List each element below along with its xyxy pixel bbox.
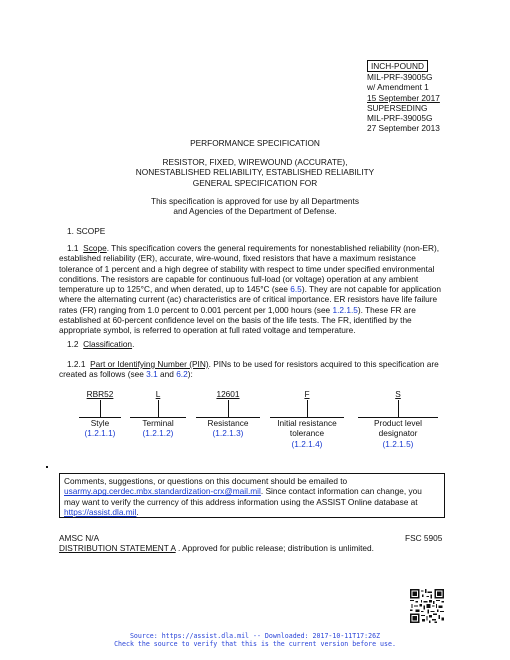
ref-1-2-1-5-link[interactable]: 1.2.1.5 [332, 304, 358, 315]
s11-line: appropriate symbol, is referred to operation at full rated voltage and temperature. [59, 325, 356, 336]
s12-title: Classification [83, 339, 133, 349]
title-line-1: RESISTOR, FIXED, WIREWOUND (ACCURATE), [162, 157, 348, 167]
s121-text: ): [187, 369, 193, 380]
approval-line-1: This specification is approved for use by all Departments [151, 196, 359, 206]
ref-1-2-1-1-link[interactable]: (1.2.1.1) [84, 428, 116, 439]
s11-line: where the alternating current (ac) characteristics are of critical importance. ER resistors have life failure [59, 294, 438, 305]
s11-line: conditions. The resistors are capable for continuous full-load (or voltage) operation at any ambient [59, 273, 419, 284]
amendment: w/ Amendment 1 [367, 82, 429, 93]
s11-line: ). These FR are [357, 304, 416, 315]
s11-line: rates (FR) ranging from 1.0 percent to 0.001 percent per 1,000 hours (see [59, 304, 333, 315]
section-1-2-1 [59, 359, 459, 380]
s11-line: established at 60-percent confidence level on the basis of the life tests. The FR, identified by the [59, 315, 412, 326]
ref-1-2-1-3-link[interactable]: (1.2.1.3) [212, 428, 244, 439]
ref-6-5-link[interactable]: 6.5 [290, 284, 302, 295]
fsc-label: FSC 5905 [405, 533, 443, 543]
pin-code-terminal: L [155, 389, 161, 399]
superseded-number: MIL-PRF-39005G [367, 113, 433, 124]
pin-connector-line [100, 400, 101, 418]
doc-header [367, 60, 440, 134]
distribution-statement [59, 543, 374, 553]
section-scope-heading: 1. SCOPE [67, 226, 106, 236]
doc-date: 15 September 2017 [367, 92, 440, 103]
change-mark [46, 466, 48, 468]
download-footer [0, 632, 510, 648]
email-link[interactable]: usarmy.apg.cerdec.mbx.standardization-crx@mail.mil [64, 486, 261, 497]
pin-code-style: RBR52 [86, 389, 114, 399]
s11-line: tolerance of 1 percent and a high degree of stability with respect to time under specified environmental [59, 263, 435, 274]
s121-title: Part or Identifying Number (PIN) [90, 359, 209, 369]
pin-connector-line [158, 400, 159, 418]
superseding-label: SUPERSEDING [367, 102, 428, 113]
ref-1-2-1-4-link[interactable]: (1.2.1.4) [291, 438, 323, 449]
s11-title: Scope [83, 243, 107, 253]
footer-source-line: Source: https://assist.dla.mil -- Downloaded: 2017-10-11T17:26Z [129, 632, 381, 640]
spec-type: PERFORMANCE SPECIFICATION [190, 138, 320, 148]
ref-3-1-link[interactable]: 3.1 [146, 369, 158, 380]
pin-connector-line [228, 400, 229, 418]
pin-label-product-level: Product level designator (1.2.1.5) [348, 418, 448, 449]
pin-code-product-level: S [395, 389, 401, 399]
s121-number: 1.2.1 [67, 359, 86, 369]
s11-line: . This specification covers the general requirements for nonestablished reliability (non-ER), [106, 243, 440, 253]
doc-number: MIL-PRF-39005G [367, 72, 433, 82]
comments-line: . [136, 506, 139, 517]
distribution-text: . Approved for public release; distribution is unlimited. [175, 543, 374, 553]
s11-line: ). They are not capable for application [301, 284, 441, 295]
pin-code-resistance: 12601 [216, 389, 240, 399]
comments-line: . Since contact information can change, you [260, 486, 422, 497]
assist-url-link[interactable]: https://assist.dla.mil [64, 506, 137, 517]
s11-line: established reliability (ER), accurate, wire-wound, fixed resistors that have a maximum resistance [59, 253, 416, 264]
ref-6-2-link[interactable]: 6.2 [176, 369, 188, 380]
spec-title [0, 157, 510, 188]
pin-label-tolerance: Initial resistance tolerance (1.2.1.4) [257, 418, 357, 449]
comments-box [59, 473, 445, 518]
ref-1-2-1-5-link[interactable]: (1.2.1.5) [382, 438, 414, 449]
comments-line: may want to verify the currency of this address information using the ASSIST Online database at [64, 496, 418, 507]
title-line-3: GENERAL SPECIFICATION FOR [192, 177, 318, 188]
superseded-date: 27 September 2013 [367, 123, 440, 134]
s121-text: and [157, 369, 177, 380]
section-1-1 [59, 243, 459, 336]
approval-statement [0, 196, 510, 217]
qr-code-icon [410, 589, 444, 623]
pin-label-resistance: Resistance (1.2.1.3) [178, 418, 278, 439]
pin-code-tolerance: F [304, 389, 310, 399]
pin-connector-line [398, 400, 399, 418]
footer-verify-line: Check the source to verify that this is the current version before use. [114, 640, 396, 648]
s121-text: created as follows (see [59, 369, 147, 380]
comments-line: Comments, suggestions, or questions on this document should be emailed to [64, 476, 348, 486]
s121-text: . PINs to be used for resistors acquired to this specification are [208, 359, 439, 369]
ref-1-2-1-2-link[interactable]: (1.2.1.2) [142, 428, 174, 439]
inch-pound-label: INCH-POUND [367, 60, 428, 72]
amsc-label: AMSC N/A [59, 533, 100, 543]
title-line-2: NONESTABLISHED RELIABILITY, ESTABLISHED RELIABILITY [135, 167, 375, 178]
pin-label-style: Style (1.2.1.1) [50, 418, 150, 439]
pin-connector-line [307, 400, 308, 418]
section-1-2: 1.2 Classification. [67, 339, 135, 349]
approval-line-2: and Agencies of the Department of Defense. [173, 206, 337, 217]
s11-line: temperature up to 125°C, and when derated, up to 145°C (see [59, 284, 291, 295]
pin-label-terminal: Terminal (1.2.1.2) [108, 418, 208, 439]
s12-number: 1.2 [67, 339, 79, 349]
distribution-label: DISTRIBUTION STATEMENT A [59, 543, 176, 553]
s11-number: 1.1 [67, 243, 79, 253]
